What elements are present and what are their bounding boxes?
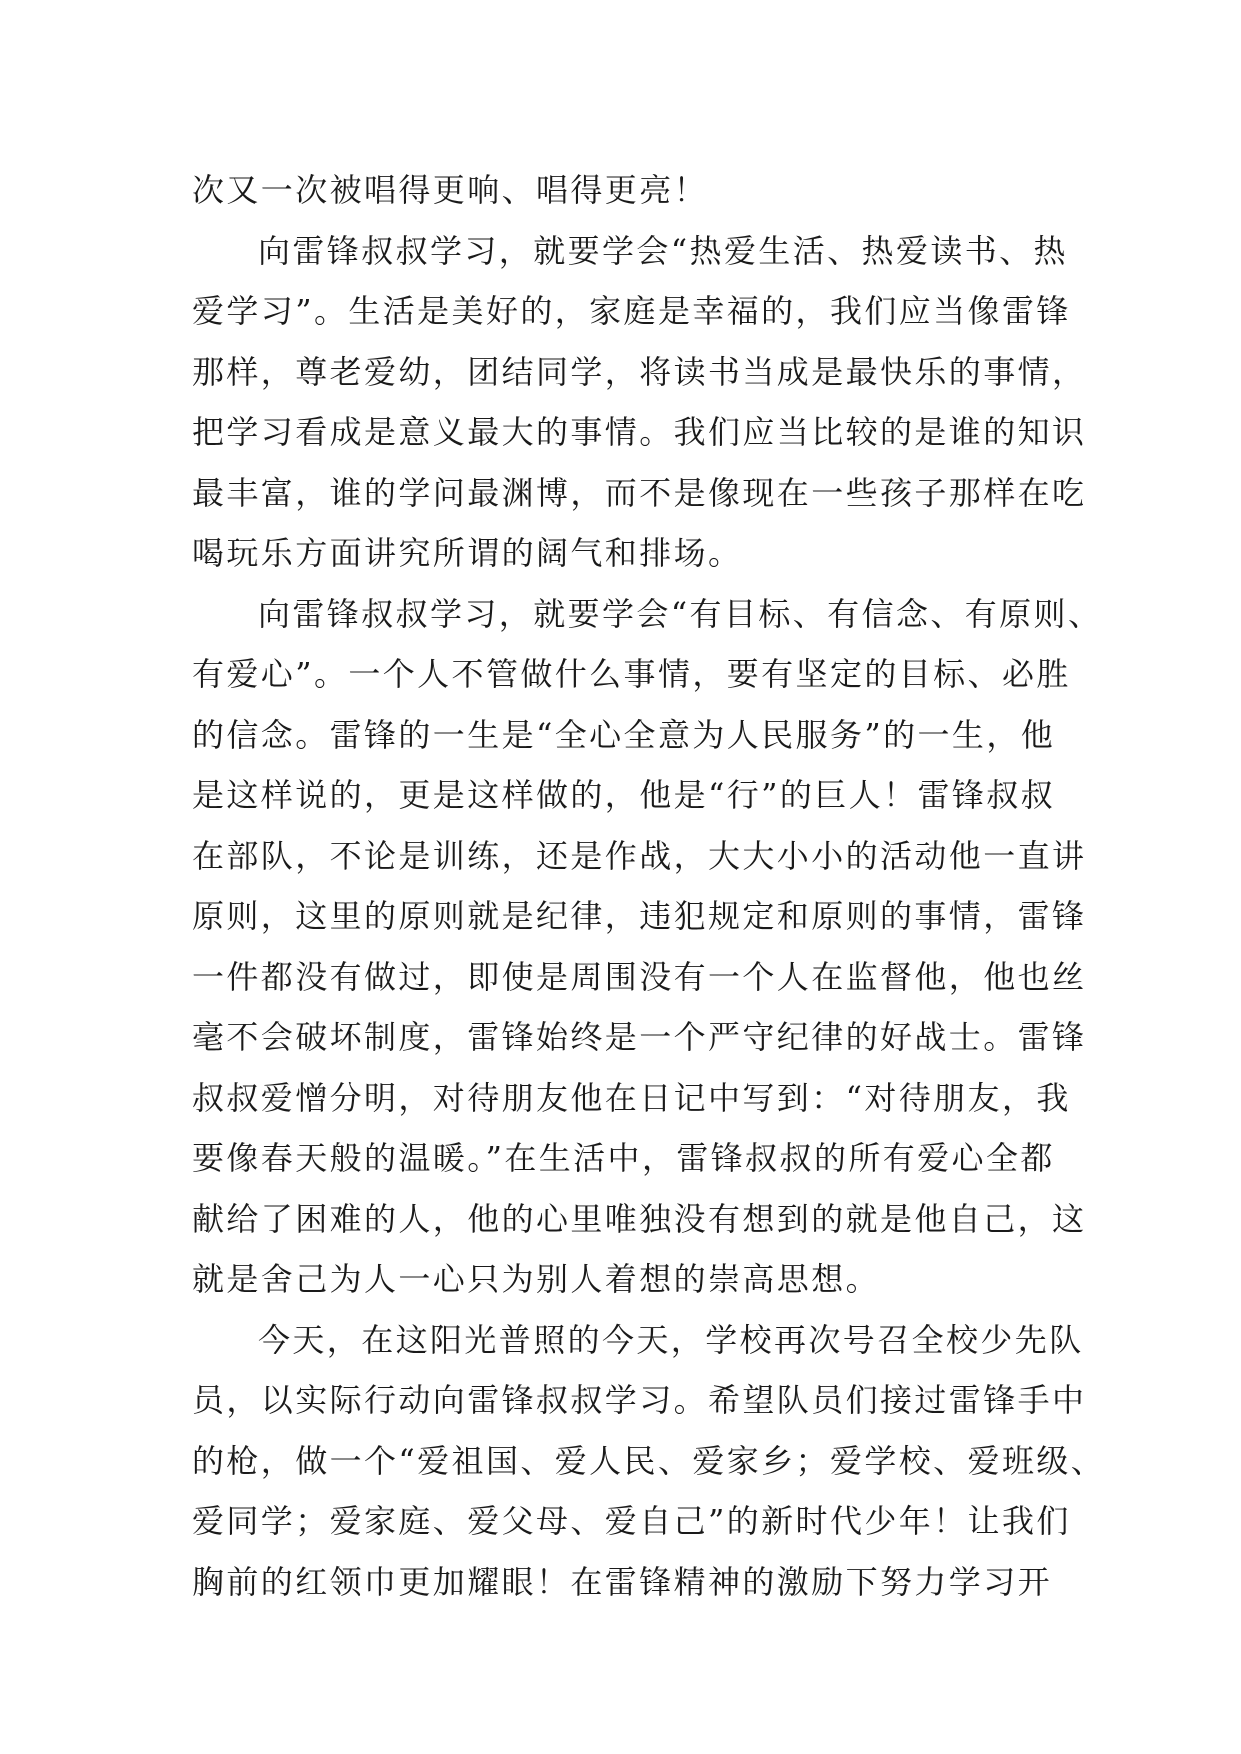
text-line: 的信念。雷锋的一生是“全心全意为人民服务”的一生，他 [192,715,1056,754]
text-line: 爱学习”。生活是美好的，家庭是幸福的，我们应当像雷锋 [192,292,1071,330]
text-line: 胸前的红领巾更加耀眼！在雷锋精神的激励下努力学习开 [192,1562,1053,1601]
text-line: 是这样说的，更是这样做的，他是“行”的巨人！雷锋叔叔 [192,776,1056,814]
text-line: 把学习看成是意义最大的事情。我们应当比较的是谁的知识 [192,413,1087,451]
text-line: 今天，在这阳光普照的今天，学校再次号召全校少先队 [258,1320,1084,1359]
text-line: 爱同学；爱家庭、爱父母、爱自己”的新时代少年！让我们 [192,1502,1071,1540]
text-line: 向雷锋叔叔学习，就要学会“热爱生活、热爱读书、热 [258,231,1068,270]
text-line: 喝玩乐方面讲究所谓的阔气和排场。 [192,534,743,572]
text-line: 一件都没有做过，即使是周围没有一个人在监督他，他也丝 [192,957,1087,996]
text-line: 次又一次被唱得更响、唱得更亮！ [192,171,709,209]
text-line: 的枪，做一个“爱祖国、爱人民、爱家乡；爱学校、爱班级、 [192,1441,1106,1480]
body-text [192,160,1106,1612]
text-line: 毫不会破坏制度，雷锋始终是一个严守纪律的好战士。雷锋 [192,1018,1087,1056]
text-line: 原则，这里的原则就是纪律，违犯规定和原则的事情，雷锋 [192,897,1087,935]
text-line: 就是舍己为人一心只为别人着想的崇高思想。 [192,1260,881,1298]
text-line: 献给了困难的人，他的心里唯独没有想到的就是他自己，这 [192,1199,1087,1238]
text-line: 员，以实际行动向雷锋叔叔学习。希望队员们接过雷锋手中 [192,1381,1087,1419]
text-line: 叔叔爱憎分明，对待朋友他在日记中写到：“对待朋友，我 [192,1078,1071,1117]
text-line: 要像春天般的温暖。”在生活中，雷锋叔叔的所有爱心全都 [192,1139,1055,1177]
text-line: 那样，尊老爱幼，团结同学，将读书当成是最快乐的事情， [192,352,1087,391]
text-line: 最丰富，谁的学问最渊博，而不是像现在一些孩子那样在吃 [192,473,1087,512]
text-line: 在部队，不论是训练，还是作战，大大小小的活动他一直讲 [192,836,1087,875]
text-line: 向雷锋叔叔学习，就要学会“有目标、有信念、有原则、 [258,594,1103,633]
text-line: 有爱心”。一个人不管做什么事情，要有坚定的目标、必胜 [192,655,1071,693]
